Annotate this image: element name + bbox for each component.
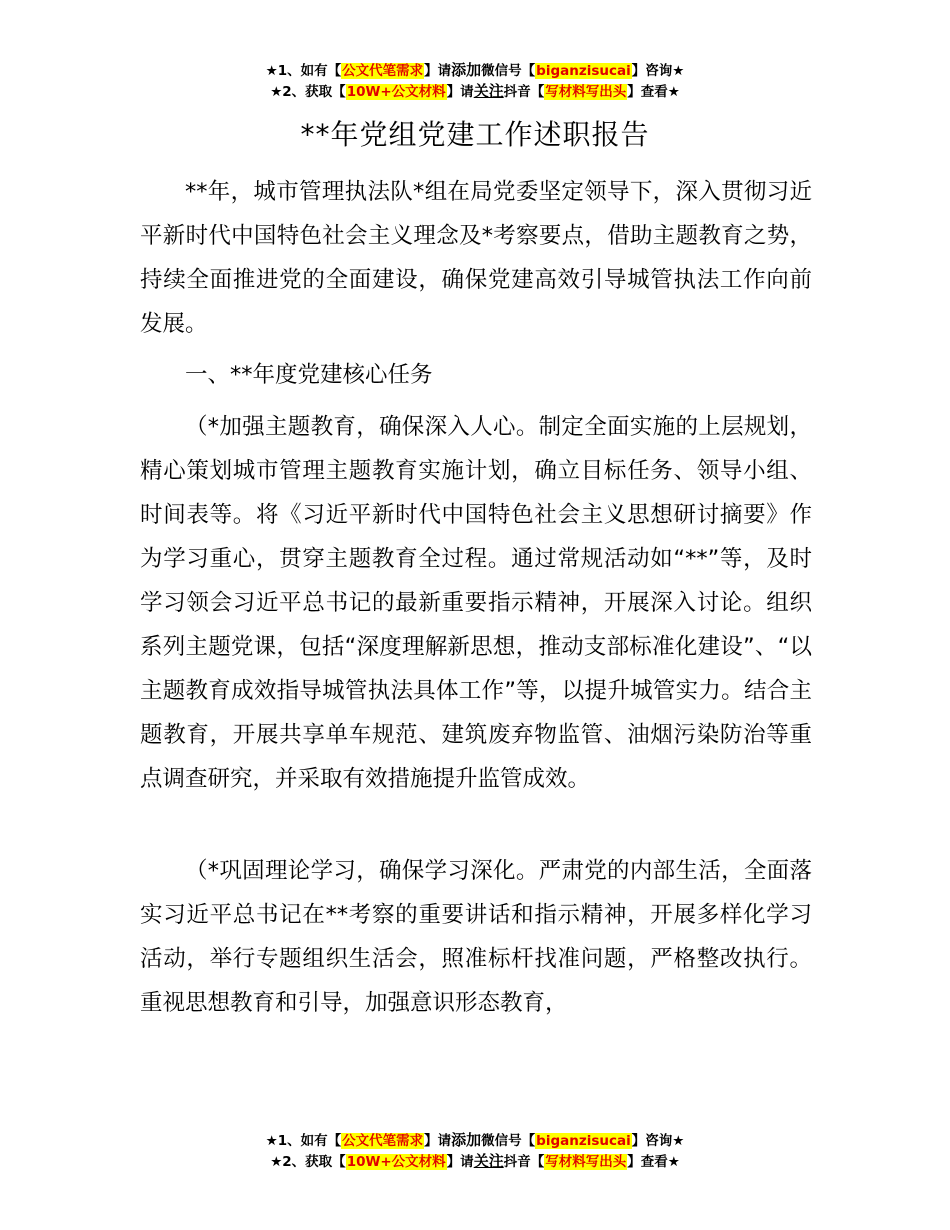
body-paragraph: （*加强主题教育，确保深入人心。制定全面实施的上层规划，精心策划城市管理主题教育实施计划，确立目标任务、领导小组、时间表等。将《习近平新时代中国特色社会主义思想研讨摘要》作为学习重心，贯穿主题教育全过程。通过常规活动如“**”等，及时学习领会习近平总书记的最新重要指示精神，开展深入讨论。组织系列主题党课，包括“深度理解新思想，推动支部标准化建设”、“以主题教育成效指导城管执法具体工作”等，以提升城管实力。结合主题教育，开展共享单车规范、建筑废弃物监管、油烟污染防治等重点调查研究，并采取有效措施提升监管成效。	[140, 414, 812, 792]
promo-line-1	[0, 60, 950, 81]
promo-text: ★2、获取【	[270, 84, 346, 100]
intro-paragraph: **年，城市管理执法队*组在局党委坚定领导下，深入贯彻习近平新时代中国特色社会主义理念及*考察要点，借助主题教育之势，持续全面推进党的全面建设，确保党建高效引导城管执法工作向前发展。	[140, 179, 812, 337]
promo-text: 抖音【	[503, 1154, 545, 1170]
paragraph-block	[140, 849, 812, 1025]
promo-highlight: 10W+公文材料	[346, 1154, 446, 1170]
promo-highlight: 公文代笔需求	[342, 1133, 424, 1149]
intro-paragraph-block	[140, 170, 812, 346]
promo-text: 】咨询★	[631, 1133, 685, 1149]
document-title: **年党组党建工作述职报告	[300, 118, 650, 151]
paragraph-block	[140, 405, 812, 801]
promo-highlight: 写材料写出头	[545, 84, 627, 100]
promo-text: 】查看★	[627, 84, 680, 100]
promo-text: ★1、如有【	[265, 63, 342, 79]
promo-highlight: 写材料写出头	[545, 1154, 627, 1170]
section-heading-block	[140, 353, 812, 397]
top-promo-banner	[0, 60, 950, 102]
promo-text: 】咨询★	[631, 63, 685, 79]
bottom-promo-banner	[0, 1130, 950, 1172]
body-paragraph: （*巩固理论学习，确保学习深化。严肃党的内部生活，全面落实习近平总书记在**考察的重要讲话和指示精神，开展多样化学习活动，举行专题组织生活会，照准标杆找准问题，严格整改执行。重视思想教育和引导，加强意识形态教育，	[140, 858, 812, 1016]
promo-text: 】请	[424, 1133, 452, 1149]
promo-text: 】请	[446, 84, 474, 100]
promo-line-2	[0, 1151, 950, 1172]
promo-highlight: 10W+公文材料	[346, 84, 446, 100]
promo-highlight: biganzisucai	[536, 1133, 631, 1149]
promo-text: 微信号【	[481, 1133, 536, 1149]
promo-emphasis: 关注	[473, 1152, 504, 1170]
promo-line-2	[0, 81, 950, 102]
promo-emphasis: 关注	[473, 82, 504, 100]
promo-highlight: biganzisucai	[536, 63, 631, 79]
promo-line-1	[0, 1130, 950, 1151]
promo-text: 抖音【	[503, 84, 545, 100]
promo-text: ★2、获取【	[270, 1154, 346, 1170]
promo-highlight: 公文代笔需求	[342, 63, 424, 79]
promo-emphasis: 添加	[451, 1131, 482, 1149]
promo-text: 】请	[446, 1154, 474, 1170]
promo-text: ★1、如有【	[265, 1133, 342, 1149]
promo-text: 微信号【	[481, 63, 536, 79]
promo-text: 】请	[424, 63, 452, 79]
promo-text: 】查看★	[627, 1154, 680, 1170]
promo-emphasis: 添加	[451, 61, 482, 79]
section-heading: 一、**年度党建核心任务	[185, 362, 433, 388]
